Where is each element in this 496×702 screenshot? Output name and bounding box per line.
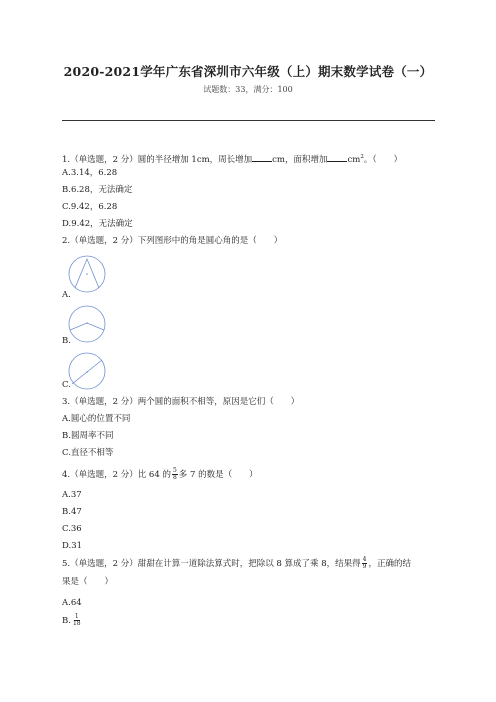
page-subtitle: 试题数：33，满分：100 [203, 85, 293, 94]
q5-option-a: A.64 [62, 598, 82, 608]
question-4-stem [62, 468, 258, 481]
q1-stem-part-c: cm [347, 154, 361, 165]
q2-figure-a-circle [66, 253, 108, 295]
q1-stem-part-d: 。（ ） [363, 154, 403, 165]
q5-stem-part-b: ，正确的结 [368, 559, 411, 569]
q5-option-b-denominator: 18 [72, 620, 81, 627]
q4-fraction-denominator: 8 [172, 474, 177, 481]
q1-option-d: D.9.42，无法确定 [62, 219, 133, 229]
q4-option-c: C.36 [62, 524, 82, 534]
page-title: 2020-2021学年广东省深圳市六年级（上）期末数学试卷（一） [63, 64, 433, 79]
q1-blank-1 [252, 152, 272, 162]
q5-option-b-numerator: 1 [74, 613, 79, 620]
q4-option-d: D.31 [62, 541, 83, 551]
q5-option-b-fraction [72, 614, 82, 627]
q2-option-b: B. [62, 336, 71, 346]
q5-fraction-denominator: 9 [362, 563, 367, 570]
q2-option-c: C. [62, 380, 71, 390]
q3-option-c: C.直径不相等 [62, 448, 114, 458]
q1-option-b: B.6.28，无法确定 [62, 185, 133, 195]
q5-stem-part-a: 5.（单选题，2 分）甜甜在计算一道除法算式时，把除以 8 算成了乘 8，结果得 [62, 559, 361, 569]
question-5-stem [62, 557, 411, 570]
q5-stem-line-2: 果是（ ） [62, 577, 114, 587]
q1-stem-part-b: cm，面积增加 [272, 154, 328, 165]
q5-option-b-label: B. [62, 616, 71, 626]
q5-fraction-numerator: 4 [362, 556, 367, 563]
q4-option-a: A.37 [62, 490, 82, 500]
q1-stem-part-a: 1.（单选题，2 分）圆的半径增加 1cm，周长增加 [62, 154, 253, 165]
q4-option-b: B.47 [62, 507, 82, 517]
question-3-stem: 3.（单选题，2 分）两个圆的面积不相等，原因是它们（ ） [62, 397, 300, 407]
q1-blank-2 [327, 152, 347, 162]
q4-stem-part-a: 4.（单选题，2 分）比 64 的 [62, 470, 171, 480]
q4-stem-part-b: 多 7 的数是（ ） [178, 470, 258, 480]
q5-option-b [62, 614, 83, 627]
question-1-stem [62, 151, 402, 166]
q4-fraction [172, 468, 178, 481]
question-2-stem: 2.（单选题，2 分）下列图形中的角是圆心角的是（ ） [62, 236, 283, 246]
q4-fraction-numerator: 5 [172, 467, 177, 474]
header-divider [62, 120, 435, 121]
q3-option-b: B.圆周率不同 [62, 431, 114, 441]
q1-superscript: 2 [360, 154, 364, 160]
q3-option-a: A.圆心的位置不同 [62, 414, 131, 424]
q2-figure-c-circle [66, 350, 108, 392]
q2-option-a: A. [62, 290, 71, 300]
q5-fraction [362, 557, 368, 570]
q2-figure-b-circle [66, 303, 108, 345]
q1-option-a: A.3.14，6.28 [62, 168, 118, 178]
q1-option-c: C.9.42，6.28 [62, 202, 118, 212]
